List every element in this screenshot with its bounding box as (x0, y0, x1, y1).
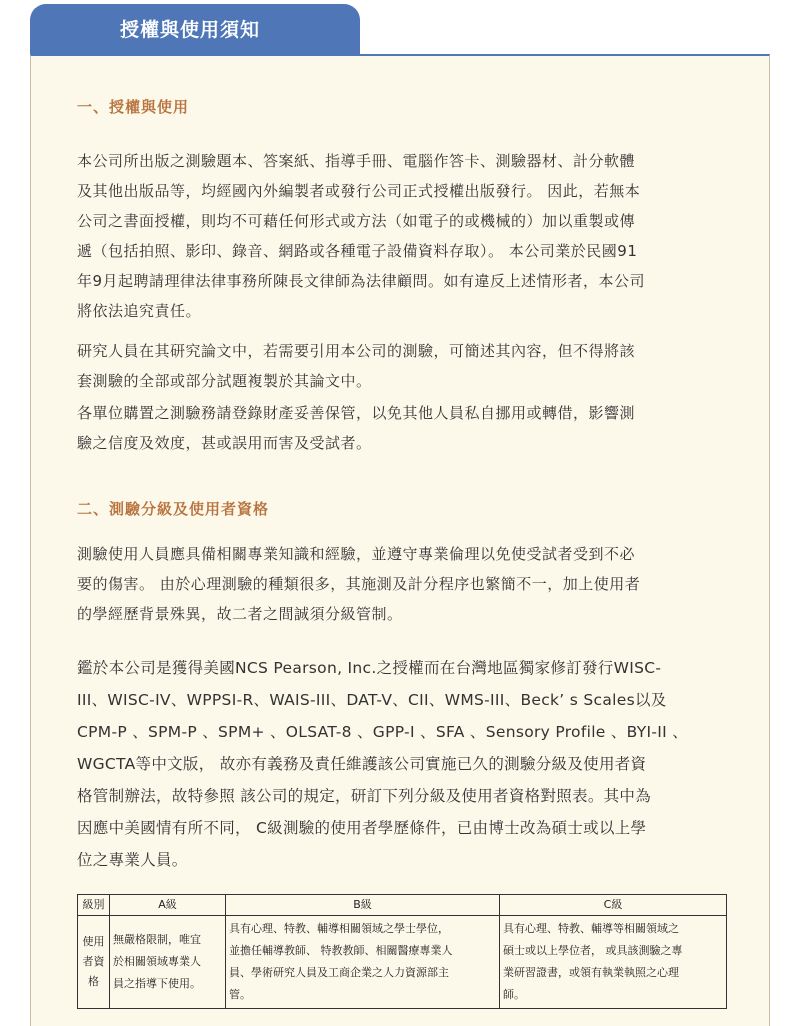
cell-grade-b: 具有心理、特教、輔導相關領域之學士學位， 並擔任輔導教師、 特教教師、相關醫療專業人 員、學術研究人員及工商企業之人力資源部主 管。 (226, 916, 500, 1009)
text-line: 年9月起聘請理律法律事務所陳長文律師為法律顧問。如有違反上述情形者，本公司 (77, 272, 646, 290)
section1-paragraph-3 (77, 398, 737, 458)
table-header-a: A級 (110, 895, 226, 916)
text-line: 的學經歷背景殊異，故二者之間誠須分級管制。 (77, 605, 403, 623)
text-line: 本公司所出版之測驗題本、答案紙、指導手冊、電腦作答卡、測驗器材、計分軟體 (77, 152, 636, 170)
text-line: 測驗使用人員應具備相關專業知識和經驗，並遵守專業倫理以免使受試者受到不必 (77, 545, 636, 563)
section-tab-title: 授權與使用須知 (30, 4, 360, 56)
text-line: CPM-P 、SPM-P 、SPM+ 、OLSAT-8 、GPP-I 、SFA 、Sensory Profile 、BYI-II 、 (77, 723, 689, 741)
text-line: 因應中美國情有所不同， C級測驗的使用者學歷條件，已由博士改為碩士或以上學 (77, 819, 647, 837)
text-line: 格管制辦法，故特參照 該公司的規定，研訂下列分級及使用者資格對照表。其中為 (77, 787, 652, 805)
cell-grade-a: 無嚴格限制，唯宜 於相關領域專業人 員之指導下使用。 (110, 916, 226, 1009)
section1-heading: 一、授權與使用 (77, 98, 190, 116)
cell-grade-c: 具有心理、特教、輔導等相關領域之 碩士或以上學位者， 或具該測驗之專 業研習證書，或領有執業執照之心理 師。 (500, 916, 727, 1009)
table-header-grade: 級別 (78, 895, 110, 916)
text-line: 研究人員在其研究論文中，若需要引用本公司的測驗，可簡述其內容，但不得將該 (77, 342, 636, 360)
table-header-row (78, 895, 727, 916)
row-label-user-qualification: 使用 者資 格 (78, 916, 110, 1009)
section1-paragraph-1 (77, 146, 737, 326)
text-line: 驗之信度及效度，甚或誤用而害及受試者。 (77, 434, 372, 452)
table-row (78, 916, 727, 1009)
section2-paragraph-2 (77, 652, 737, 876)
table-header-c: C級 (500, 895, 727, 916)
text-line: 套測驗的全部或部分試題複製於其論文中。 (77, 372, 372, 390)
text-line: 公司之書面授權，則均不可藉任何形式或方法（如電子的或機械的）加以重製或傳 (77, 212, 636, 230)
section1-paragraph-2 (77, 336, 737, 396)
text-line: 及其他出版品等，均經國內外編製者或發行公司正式授權出版發行。 因此，若無本 (77, 182, 641, 200)
text-line: WGCTA等中文版， 故亦有義務及責任維護該公司實施已久的測驗分級及使用者資 (77, 755, 647, 773)
section2-heading: 二、測驗分級及使用者資格 (77, 500, 270, 518)
text-line: 各單位購置之測驗務請登錄財產妥善保管，以免其他人員私自挪用或轉借，影響測 (77, 404, 636, 422)
section2-paragraph-1 (77, 539, 737, 629)
text-line: 將依法追究責任。 (77, 302, 202, 320)
text-line: 要的傷害。 由於心理測驗的種類很多，其施測及計分程序也繁簡不一，加上使用者 (77, 575, 641, 593)
text-line: III、WISC-IV、WPPSI-R、WAIS-III、DAT-V、CII、WMS-III、Beck’ s Scales以及 (77, 691, 667, 709)
text-line: 鑑於本公司是獲得美國NCS Pearson, Inc.之授權而在台灣地區獨家修訂發行WISC- (77, 659, 662, 677)
grade-qualification-table (77, 894, 727, 1009)
text-line: 遞（包括拍照、影印、錄音、網路或各種電子設備資料存取）。 本公司業於民國91 (77, 242, 638, 260)
table-header-b: B級 (226, 895, 500, 916)
notice-panel (30, 54, 770, 1026)
text-line: 位之專業人員。 (77, 851, 188, 869)
